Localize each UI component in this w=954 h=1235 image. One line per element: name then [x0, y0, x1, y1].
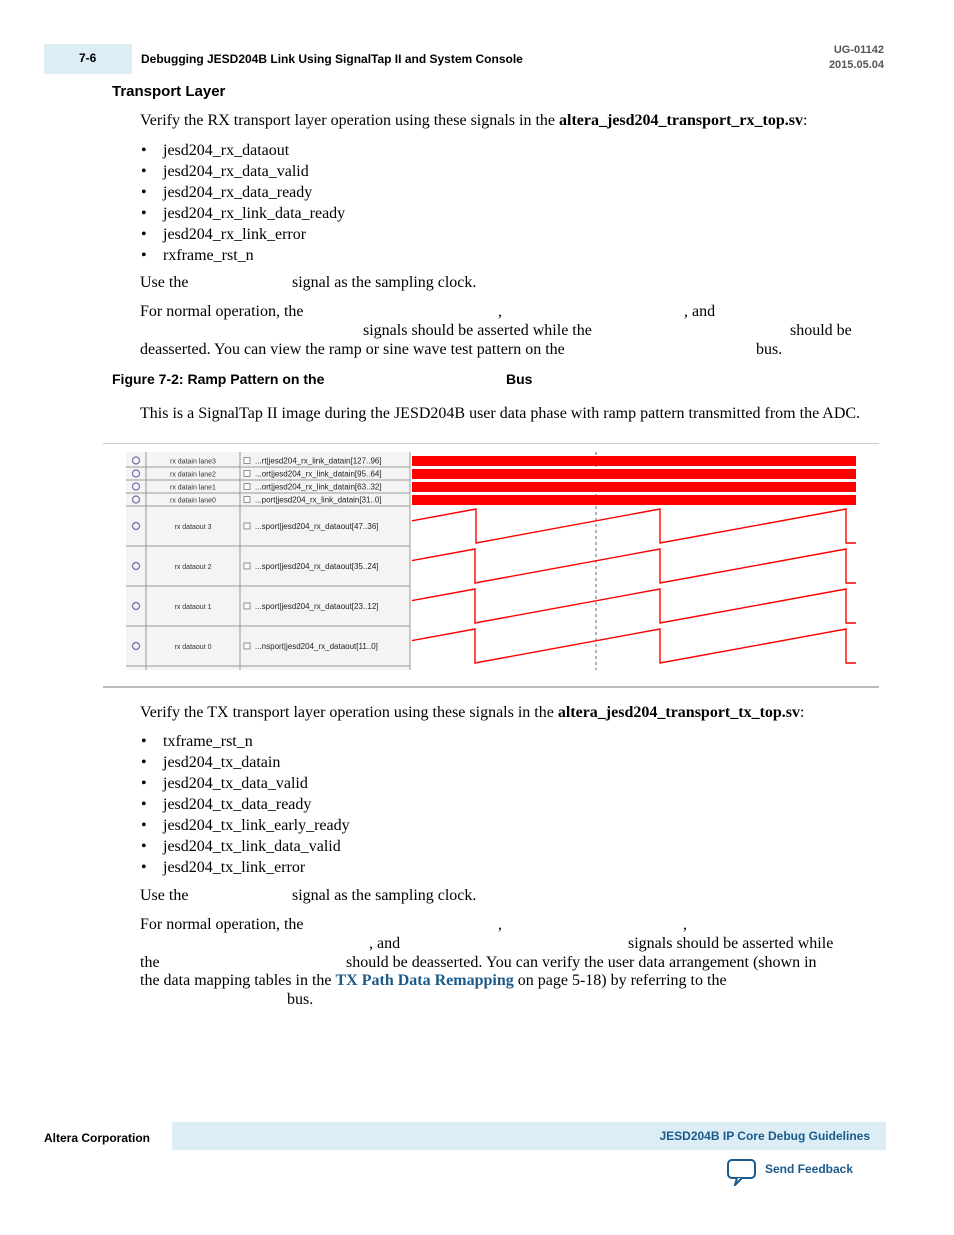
list-item: • jesd204_tx_datain	[141, 752, 350, 773]
tx-clock-post: signal as the sampling clock.	[292, 887, 477, 904]
tx-normal-1c: ,	[683, 916, 687, 933]
page-number: 7-6	[79, 51, 97, 65]
row-alias: rx datain lane2	[170, 471, 216, 479]
rx-normal-3b: bus.	[756, 341, 783, 358]
expand-icon[interactable]	[244, 523, 250, 529]
list-item: • jesd204_rx_link_data_ready	[141, 203, 345, 224]
bus-waveform	[412, 456, 856, 466]
tx-intro-text: Verify the TX transport layer operation using these signals in the	[140, 704, 558, 721]
row-alias: rx datain lane0	[170, 497, 216, 505]
footer-company: Altera Corporation	[44, 1131, 151, 1145]
rx-intro	[140, 111, 872, 130]
row-alias: rx datain lane3	[170, 458, 216, 466]
expand-icon[interactable]	[244, 563, 250, 569]
rx-normal-2a: signals should be asserted while the	[363, 322, 592, 339]
bus-waveform	[412, 469, 856, 479]
list-item: • rxframe_rst_n	[141, 245, 345, 266]
rx-intro-text: Verify the RX transport layer operation using these signals in the	[140, 112, 560, 129]
tx-signal-list	[141, 731, 350, 878]
row-alias: rx datain lane1	[170, 484, 216, 492]
expand-icon[interactable]	[244, 643, 250, 649]
list-item: • jesd204_tx_link_error	[141, 857, 350, 878]
figure-title-pre: Figure 7-2: Ramp Pattern on the	[112, 371, 325, 387]
tx-normal-1a: For normal operation, the	[140, 916, 304, 933]
rx-normal-1c: , and	[684, 303, 716, 320]
list-item: • jesd204_tx_link_data_valid	[141, 836, 350, 857]
rx-signal-list	[141, 140, 345, 266]
row-node-name: ...ort|jesd204_rx_link_datain[95..64]	[255, 469, 382, 479]
tx-normal-2a: , and	[369, 935, 401, 952]
row-alias: rx dataout 2	[174, 564, 212, 571]
tx-normal-4b: on page 5-18) by referring to the	[513, 972, 727, 989]
row-alias: rx dataout 1	[174, 604, 212, 611]
row-node-name: ...ort|jesd204_rx_link_datain[63..32]	[255, 482, 382, 492]
expand-icon[interactable]	[244, 484, 250, 490]
figure-top-rule	[103, 443, 879, 444]
expand-icon[interactable]	[244, 603, 250, 609]
bus-waveform	[412, 495, 856, 505]
expand-icon[interactable]	[244, 497, 250, 503]
list-item: • jesd204_tx_data_ready	[141, 794, 350, 815]
tx-normal-4a: the data mapping tables in the	[140, 972, 336, 989]
list-item: • txframe_rst_n	[141, 731, 350, 752]
expand-icon[interactable]	[244, 471, 250, 477]
tx-file-name: altera_jesd204_transport_tx_top.sv	[557, 704, 801, 721]
row-alias: rx dataout 0	[174, 644, 212, 651]
rx-clock-post: signal as the sampling clock.	[292, 274, 477, 291]
row-alias: rx dataout 3	[174, 524, 212, 531]
signaltap-waveform	[126, 452, 858, 672]
figure-caption: This is a SignalTap II image during the JESD204B user data phase with ramp pattern transmitted from the ADC.	[140, 405, 861, 422]
footer-guide-link[interactable]: JESD204B IP Core Debug Guidelines	[659, 1129, 870, 1143]
doc-date: 2015.05.04	[828, 59, 884, 71]
tx-normal-2b: signals should be asserted while	[628, 935, 834, 952]
section-heading: Transport Layer	[112, 83, 226, 100]
page-header-title: Debugging JESD204B Link Using SignalTap II and System Console	[141, 52, 523, 66]
tx-intro	[140, 703, 872, 722]
rx-normal-2b: should be	[790, 322, 852, 339]
tx-path-remapping-link[interactable]: TX Path Data Remapping	[335, 972, 514, 989]
rx-file-name: altera_jesd204_transport_rx_top.sv	[559, 112, 803, 129]
tx-normal-4	[140, 972, 727, 990]
rx-clock-pre: Use the	[140, 274, 189, 291]
doc-id-block	[829, 43, 884, 73]
doc-id: UG-01142	[833, 44, 884, 56]
list-item: • jesd204_rx_data_valid	[141, 161, 345, 182]
row-node-name: ...sport|jesd204_rx_dataout[35..24]	[255, 562, 379, 571]
tx-intro-colon: :	[800, 704, 805, 721]
rx-normal-3a: deasserted. You can view the ramp or sine wave test pattern on the	[140, 341, 565, 358]
row-node-name: ...sport|jesd204_rx_dataout[23..12]	[255, 602, 379, 611]
tx-normal-5: bus.	[287, 991, 314, 1008]
list-item: • jesd204_rx_data_ready	[141, 182, 345, 203]
rx-normal-1b: ,	[498, 303, 502, 320]
send-feedback-link[interactable]: Send Feedback	[765, 1162, 854, 1176]
row-node-name: ...sport|jesd204_rx_dataout[47..36]	[255, 522, 379, 531]
tx-normal-3b: should be deasserted. You can verify the user data arrangement (shown in	[346, 954, 817, 971]
tx-clock-pre: Use the	[140, 887, 189, 904]
tx-normal-3a: the	[140, 954, 160, 971]
feedback-icon[interactable]	[727, 1158, 757, 1186]
row-node-name: ...nsport|jesd204_rx_dataout[11..0]	[255, 642, 378, 651]
tx-normal-1b: ,	[498, 916, 502, 933]
row-node-name: ...rt|jesd204_rx_link_datain[127..96]	[255, 456, 382, 466]
list-item: • jesd204_tx_data_valid	[141, 773, 350, 794]
figure-bottom-rule	[103, 686, 879, 688]
bus-waveform	[412, 482, 856, 492]
list-item: • jesd204_rx_dataout	[141, 140, 345, 161]
figure-title-post: Bus	[506, 371, 533, 387]
list-item: • jesd204_tx_link_early_ready	[141, 815, 350, 836]
expand-icon[interactable]	[244, 458, 250, 464]
rx-normal-1a: For normal operation, the	[140, 303, 304, 320]
list-item: • jesd204_rx_link_error	[141, 224, 345, 245]
row-node-name: ...port|jesd204_rx_link_datain[31..0]	[255, 495, 382, 505]
rx-intro-colon: :	[802, 112, 808, 129]
